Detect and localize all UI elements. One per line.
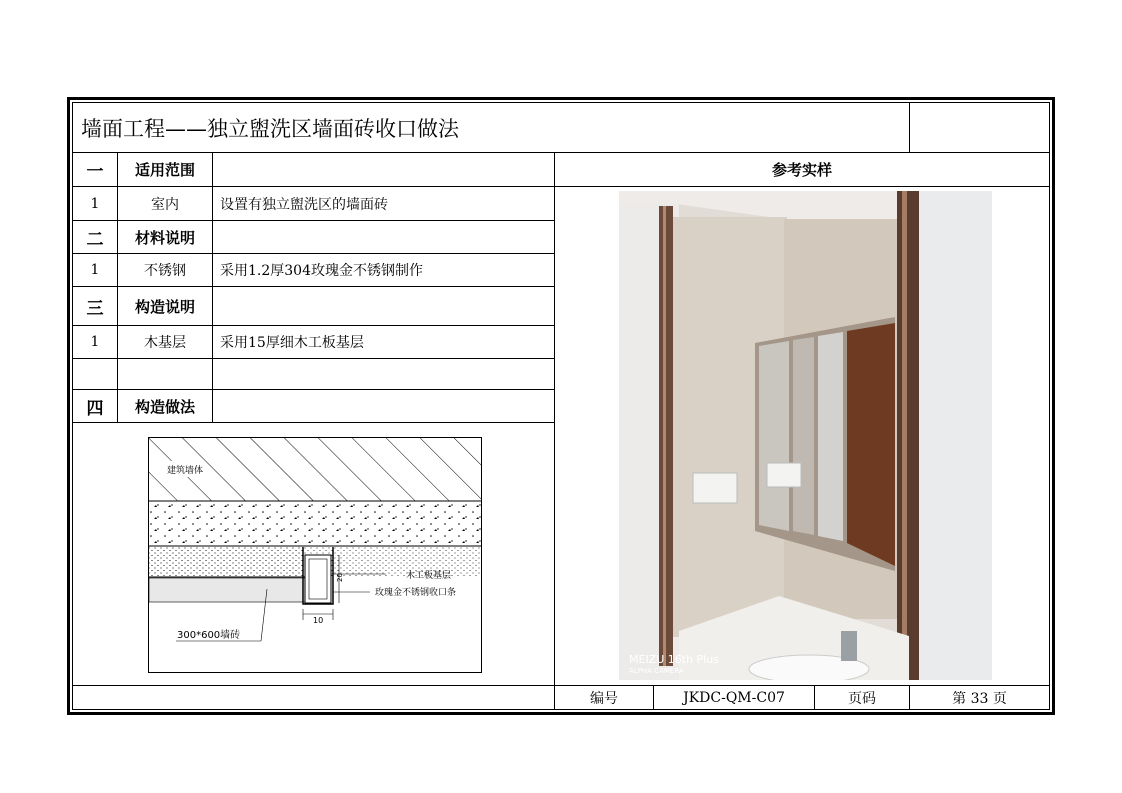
screed-layer bbox=[149, 502, 481, 546]
wall-switch bbox=[693, 473, 737, 503]
code-value: JKDC-QM-C07 bbox=[683, 689, 785, 706]
trim-label: 玫瑰金不锈钢收口条 bbox=[375, 588, 457, 598]
row-description: 采用1.2厚304玫瑰金不锈钢制作 bbox=[220, 263, 423, 279]
faucet bbox=[841, 631, 857, 661]
section-number: 三 bbox=[86, 298, 104, 319]
section-heading: 适用范围 bbox=[134, 161, 195, 179]
wall-tile bbox=[149, 578, 305, 602]
photo-watermark: MEIZU 16th Plus bbox=[629, 653, 719, 666]
reference-header: 参考实样 bbox=[771, 161, 832, 179]
reference-photo bbox=[619, 191, 992, 680]
rule bbox=[554, 152, 555, 709]
document-sheet bbox=[67, 97, 1055, 715]
rule bbox=[73, 422, 554, 423]
row-name: 木基层 bbox=[144, 335, 186, 351]
rose-gold-trim-right bbox=[897, 191, 919, 680]
section-number: 二 bbox=[86, 229, 104, 250]
section-number: 一 bbox=[86, 162, 104, 182]
section-heading: 构造做法 bbox=[134, 397, 195, 416]
section-heading: 构造说明 bbox=[134, 297, 195, 316]
row-name: 室内 bbox=[151, 196, 179, 213]
row-number: 1 bbox=[90, 195, 100, 212]
dimension-width: 10 bbox=[313, 616, 324, 625]
row-description: 采用15厚细木工板基层 bbox=[220, 335, 364, 351]
row-name: 不锈钢 bbox=[144, 263, 186, 279]
rule bbox=[909, 103, 910, 153]
wood-base-label: 木工板基层 bbox=[406, 571, 452, 581]
page-number: 第 33 页 bbox=[952, 690, 1007, 707]
row-description: 设置有独立盥洗区的墙面砖 bbox=[220, 196, 388, 213]
photo-watermark-sub: ALPHA CAMERA bbox=[629, 667, 684, 675]
dimension-depth: 20 bbox=[336, 573, 344, 582]
code-label: 编号 bbox=[590, 690, 618, 707]
section-heading: 材料说明 bbox=[134, 228, 195, 247]
construction-detail-diagram bbox=[148, 437, 482, 673]
section-number: 四 bbox=[86, 398, 104, 419]
rule bbox=[73, 358, 554, 359]
rule bbox=[212, 152, 213, 423]
row-number: 1 bbox=[90, 262, 100, 278]
page-title: 墙面工程——独立盥洗区墙面砖收口做法 bbox=[81, 117, 459, 141]
wall-label: 建筑墙体 bbox=[167, 466, 204, 476]
row-number: 1 bbox=[90, 334, 100, 350]
page-label: 页码 bbox=[848, 690, 876, 707]
tile-label: 300*600墙砖 bbox=[177, 630, 241, 641]
document-frame bbox=[72, 102, 1050, 710]
